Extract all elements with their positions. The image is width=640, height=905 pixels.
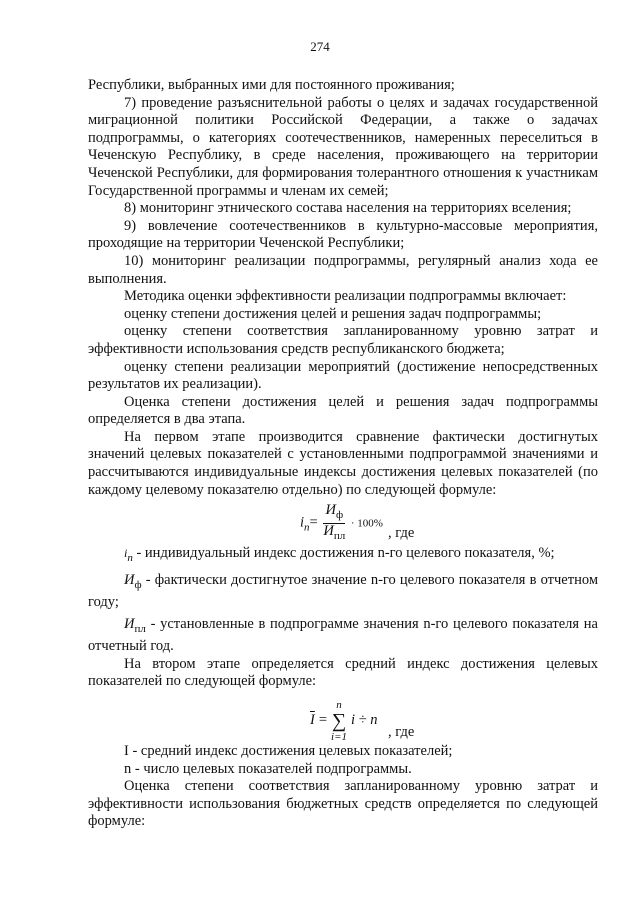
paragraph: На первом этапе производится сравнение фактически достигнутых значений целевых показателей с установленными подпрограммой значениями и рассчитываются индивидуальные индексы достижения целевых показателей (по каждому целевому показателю отдельно) по следующей формуле:: [88, 428, 598, 498]
definition-ipl: [88, 616, 598, 656]
symbol-ipl: И: [124, 615, 135, 632]
formula2-sum: [331, 699, 347, 743]
formula-where: , где: [388, 525, 415, 542]
fraction-numerator: И: [325, 502, 336, 519]
paragraph: На втором этапе определяется средний индекс достижения целевых показателей по следующей формуле:: [88, 655, 598, 690]
formula2-eq: =: [318, 712, 328, 729]
paragraph: Оценка степени соответствия запланированному уровню затрат и эффективности использования бюджетных средств определяется по следующей формуле:: [88, 778, 598, 830]
definition-if: [88, 572, 598, 612]
sum-lower-limit: i=1: [331, 731, 348, 744]
definition-in: [88, 545, 598, 567]
paragraph: 9) вовлечение соотечественников в культурно-массовые мероприятия, проходящие на территории Чеченской Республики;: [88, 217, 598, 252]
sum-symbol: ∑: [331, 710, 347, 733]
paragraph: I - средний индекс достижения целевых показателей;: [124, 743, 453, 760]
formula-individual-index: [88, 499, 598, 543]
definition-text: - индивидуальный индекс достижения n-го целевого показателя, %;: [132, 545, 555, 562]
paragraph: 8) мониторинг этнического состава населения на территориях вселения;: [124, 200, 572, 217]
page-number: 274: [310, 39, 330, 54]
fraction-numerator-sub: ф: [335, 509, 344, 522]
formula2-body: i ÷ n: [351, 712, 378, 729]
formula-lhs-sub: n: [304, 521, 310, 534]
paragraph: оценку степени реализации мероприятий (достижение непосредственных результатов их реализации).: [88, 358, 598, 393]
formula-eq: =: [309, 514, 318, 531]
sum-upper-limit: n: [336, 699, 342, 712]
symbol-if: И: [124, 571, 135, 588]
paragraph: оценку степени соответствия запланированному уровню затрат и эффективности использования средств республиканского бюджета;: [88, 323, 598, 357]
formula2-where: , где: [388, 724, 415, 741]
fraction-denominator-sub: пл: [333, 530, 346, 543]
symbol-ipl-sub: пл: [134, 622, 146, 635]
fraction-denominator: И: [323, 523, 334, 540]
paragraph: Республики, выбранных ими для постоянного проживания;: [88, 77, 455, 93]
paragraph: n - число целевых показателей подпрограммы.: [124, 760, 412, 777]
paragraph: Оценка степени достижения целей и решения задач подпрограммы определяется в два этапа.: [88, 393, 598, 428]
symbol-in: i: [124, 546, 128, 561]
definition-text: - фактически достигнутое значение n-го целевого показателя в отчетном году;: [88, 571, 598, 611]
formula-lhs: i: [300, 514, 305, 531]
paragraph: оценку степени достижения целей и решения задач подпрограммы;: [124, 305, 542, 322]
paragraph: Методика оценки эффективности реализации подпрограммы включает:: [124, 288, 567, 305]
symbol-in-sub: n: [127, 552, 133, 565]
document-body: [88, 77, 598, 831]
paragraph: 7) проведение разъяснительной работы о целях и задачах государственной миграционной политики Российской Федерации, а также о задачах подпрограммы, о категориях соотечественников, намеренных переселиться в Чеченскую Республику, в среде населения, проживающего на территории Чеченской Республики, для формирования толерантного отношения к участникам Государственной программы и членам их семей;: [88, 94, 598, 199]
formula-fraction: [321, 503, 347, 544]
formula2-lhs: $\overline{I}$: [310, 712, 315, 729]
formula-multiplier: · 100%: [350, 517, 383, 530]
symbol-if-sub: ф: [134, 578, 142, 591]
formula-average-index: [88, 691, 598, 743]
definition-text: - установленные в подпрограмме значения n-го целевого показателя на отчетный год.: [88, 615, 598, 655]
paragraph: 10) мониторинг реализации подпрограммы, регулярный анализ хода ее выполнения.: [88, 252, 598, 287]
